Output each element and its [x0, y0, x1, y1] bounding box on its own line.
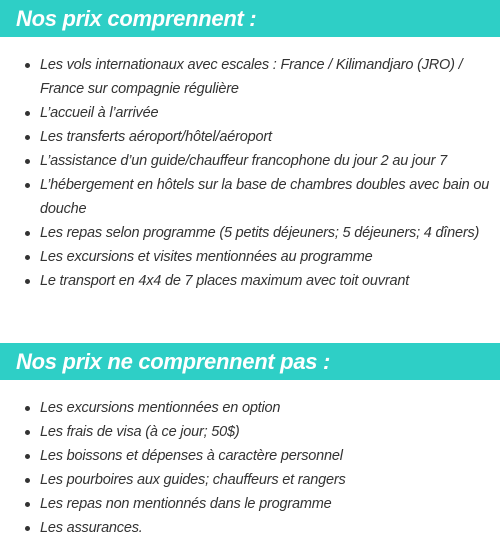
included-banner — [0, 0, 500, 37]
bullet-icon — [25, 135, 30, 140]
bullet-icon — [25, 63, 30, 68]
included-item — [0, 245, 500, 269]
excluded-item-text: Les boissons et dépenses à caractère personnel — [40, 448, 343, 464]
included-item-text: Le transport en 4x4 de 7 places maximum avec toit ouvrant — [40, 273, 410, 289]
included-item — [0, 269, 500, 293]
excluded-item — [0, 468, 500, 492]
included-item — [0, 101, 500, 125]
bullet-icon — [25, 279, 30, 284]
excluded-banner — [0, 343, 500, 380]
bullet-icon — [25, 183, 30, 188]
bullet-icon — [25, 159, 30, 164]
included-item — [0, 149, 500, 173]
bullet-icon — [25, 478, 30, 483]
bullet-icon — [25, 454, 30, 459]
excluded-title: Nos prix ne comprennent pas : — [16, 348, 331, 374]
excluded-item-text: Les assurances. — [40, 520, 143, 536]
included-item-text: L’accueil à l’arrivée — [40, 105, 159, 121]
included-item-text: L’assistance d’un guide/chauffeur francophone du jour 2 au jour 7 — [40, 153, 447, 169]
included-item-text: Les vols internationaux avec escales : France / Kilimandjaro (JRO) / France sur compagnie régulière — [40, 57, 463, 97]
excluded-item-text: Les repas non mentionnés dans le programme — [40, 496, 332, 512]
bullet-icon — [25, 526, 30, 531]
excluded-item — [0, 420, 500, 444]
excluded-item-text: Les frais de visa (à ce jour; 50$) — [40, 424, 240, 440]
excluded-item — [0, 492, 500, 516]
excluded-item — [0, 396, 500, 420]
included-item-text: Les transferts aéroport/hôtel/aéroport — [40, 129, 272, 145]
excluded-item-text: Les excursions mentionnées en option — [40, 400, 281, 416]
excluded-section — [0, 343, 500, 540]
excluded-item — [0, 516, 500, 540]
included-item — [0, 125, 500, 149]
included-item-text: L’hébergement en hôtels sur la base de chambres doubles avec bain ou douche — [40, 177, 490, 217]
bullet-icon — [25, 502, 30, 507]
included-title: Nos prix comprennent : — [16, 5, 257, 31]
excluded-item — [0, 444, 500, 468]
included-item — [0, 221, 500, 245]
included-item-text: Les repas selon programme (5 petits déjeuners; 5 déjeuners; 4 dîners) — [40, 225, 480, 241]
included-list — [0, 53, 500, 293]
excluded-item-text: Les pourboires aux guides; chauffeurs et rangers — [40, 472, 346, 488]
excluded-list — [0, 396, 500, 540]
bullet-icon — [25, 255, 30, 260]
included-item — [0, 53, 500, 101]
bullet-icon — [25, 111, 30, 116]
bullet-icon — [25, 430, 30, 435]
included-item — [0, 173, 500, 221]
bullet-icon — [25, 406, 30, 411]
bullet-icon — [25, 231, 30, 236]
included-item-text: Les excursions et visites mentionnées au programme — [40, 249, 373, 265]
